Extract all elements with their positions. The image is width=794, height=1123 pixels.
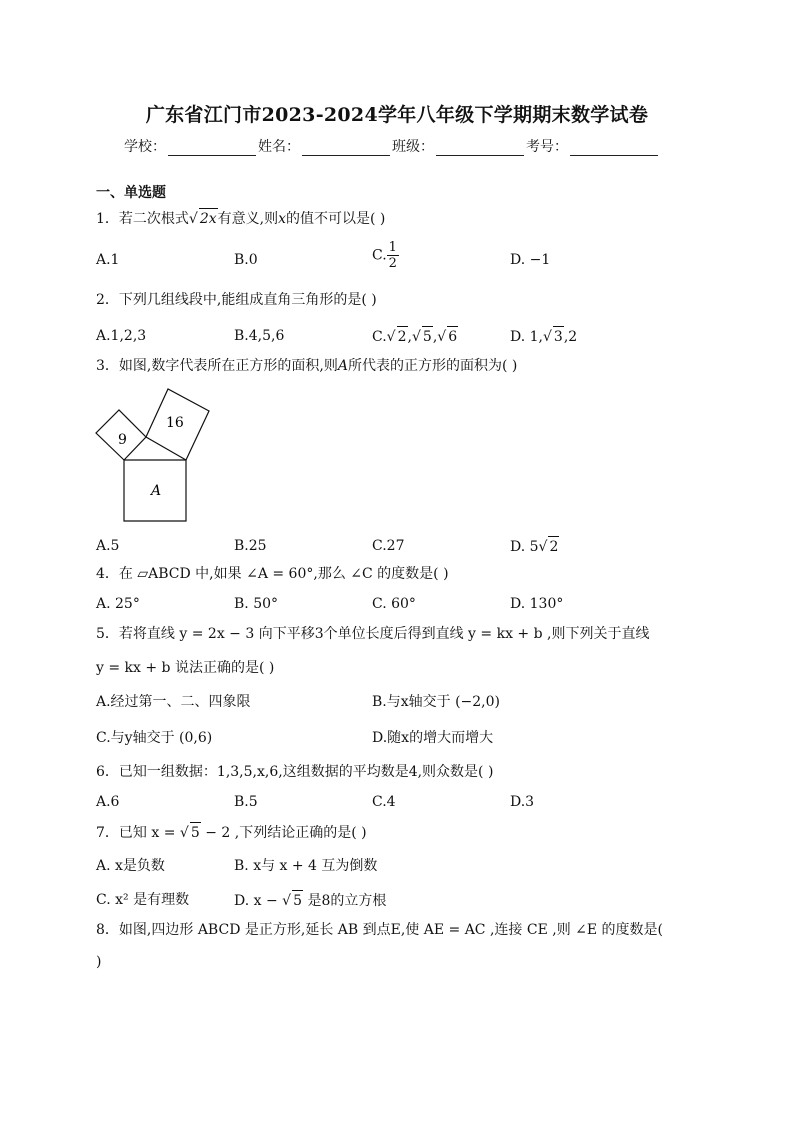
- q1-option-a: A.1: [96, 252, 120, 268]
- school-blank: [168, 141, 256, 156]
- class-blank: [436, 141, 524, 156]
- q1-option-b: B.0: [234, 252, 258, 268]
- name-blank: [302, 141, 390, 156]
- q5-option-c: C.与y轴交于 (0,6): [96, 730, 213, 746]
- q1-option-c: C. $\frac{1}{2}$: [372, 240, 397, 271]
- q2-option-c: C.√ 2,√ 5,√ 6: [372, 326, 458, 347]
- q7-option-d: D. x − √ 5 是8的立方根: [234, 890, 386, 911]
- question-6-stem: 6．已知一组数据：1,3,5,x,6,这组数据的平均数是4,则众数是( ): [96, 764, 494, 780]
- question-4-stem: 4．在 ▱ABCD 中,如果 ∠A = 60°,那么 ∠C 的度数是( ): [96, 566, 449, 582]
- q7-option-b: B. x与 x + 4 互为倒数: [234, 858, 378, 874]
- q3-option-d: D. 5√ 2: [510, 536, 559, 557]
- section-heading: 一、单选题: [96, 185, 166, 201]
- q7-option-c: C. x² 是有理数: [96, 892, 190, 908]
- label-9: 9: [118, 432, 127, 448]
- name-label: 姓名：: [258, 139, 300, 155]
- q6-option-a: A.6: [96, 794, 120, 810]
- q6-option-b: B.5: [234, 794, 258, 810]
- q3-option-a: A.5: [96, 538, 120, 554]
- q2-option-a: A.1,2,3: [96, 328, 147, 344]
- q2-option-b: B.4,5,6: [234, 328, 285, 344]
- question-1-stem: 1．若二次根式√ 2x有意义,则x的值不可以是( ): [96, 208, 385, 229]
- question-2-stem: 2．下列几组线段中,能组成直角三角形的是( ): [96, 292, 377, 308]
- question-8-stem-line1: 8．如图,四边形 ABCD 是正方形,延长 AB 到点E,使 AE = AC ,连接 CE ,则 ∠E 的度数是(: [96, 922, 664, 938]
- q5-option-b: B.与x轴交于 (−2,0): [372, 694, 501, 710]
- q7-option-a: A. x是负数: [96, 858, 165, 874]
- q1-option-d: D. −1: [510, 252, 551, 268]
- q3-option-b: B.25: [234, 538, 267, 554]
- student-info-line: [124, 136, 660, 156]
- label-16: 16: [166, 415, 184, 431]
- q3-option-c: C.27: [372, 538, 405, 554]
- question-7-stem: 7．已知 x = √ 5 − 2 ,下列结论正确的是( ): [96, 822, 367, 843]
- page-title: 广东省江门市2023-2024学年八年级下学期期末数学试卷: [145, 104, 649, 126]
- radical-2x: √ 2x: [189, 208, 218, 229]
- q4-option-d: D. 130°: [510, 596, 564, 612]
- q4-option-b: B. 50°: [234, 596, 279, 612]
- q4-option-a: A. 25°: [96, 596, 140, 612]
- question-5-stem-line2: y = kx + b 说法正确的是( ): [96, 660, 275, 676]
- exam-no-label: 考号：: [526, 139, 568, 155]
- q2-option-d: D. 1,√ 3,2: [510, 326, 577, 347]
- fraction-one-half: $\frac{1}{2}$: [388, 240, 397, 271]
- class-label: 班级：: [392, 139, 434, 155]
- exam-no-blank: [570, 141, 658, 156]
- q6-option-c: C.4: [372, 794, 396, 810]
- q4-option-c: C. 60°: [372, 596, 416, 612]
- q5-option-d: D.随x的增大而增大: [372, 730, 494, 746]
- question-5-stem-line1: 5．若将直线 y = 2x − 3 向下平移3个单位长度后得到直线 y = kx + b ,则下列关于直线: [96, 626, 650, 642]
- question-number: 1．: [96, 211, 119, 227]
- q6-option-d: D.3: [510, 794, 535, 810]
- question-8-stem-line2: ): [96, 954, 102, 970]
- squares-figure: [90, 382, 220, 527]
- school-label: 学校：: [124, 139, 166, 155]
- q5-option-a: A.经过第一、二、四象限: [96, 694, 251, 710]
- label-a: A: [151, 483, 162, 499]
- question-3-stem: 3．如图,数字代表所在正方形的面积,则A所代表的正方形的面积为( ): [96, 358, 518, 374]
